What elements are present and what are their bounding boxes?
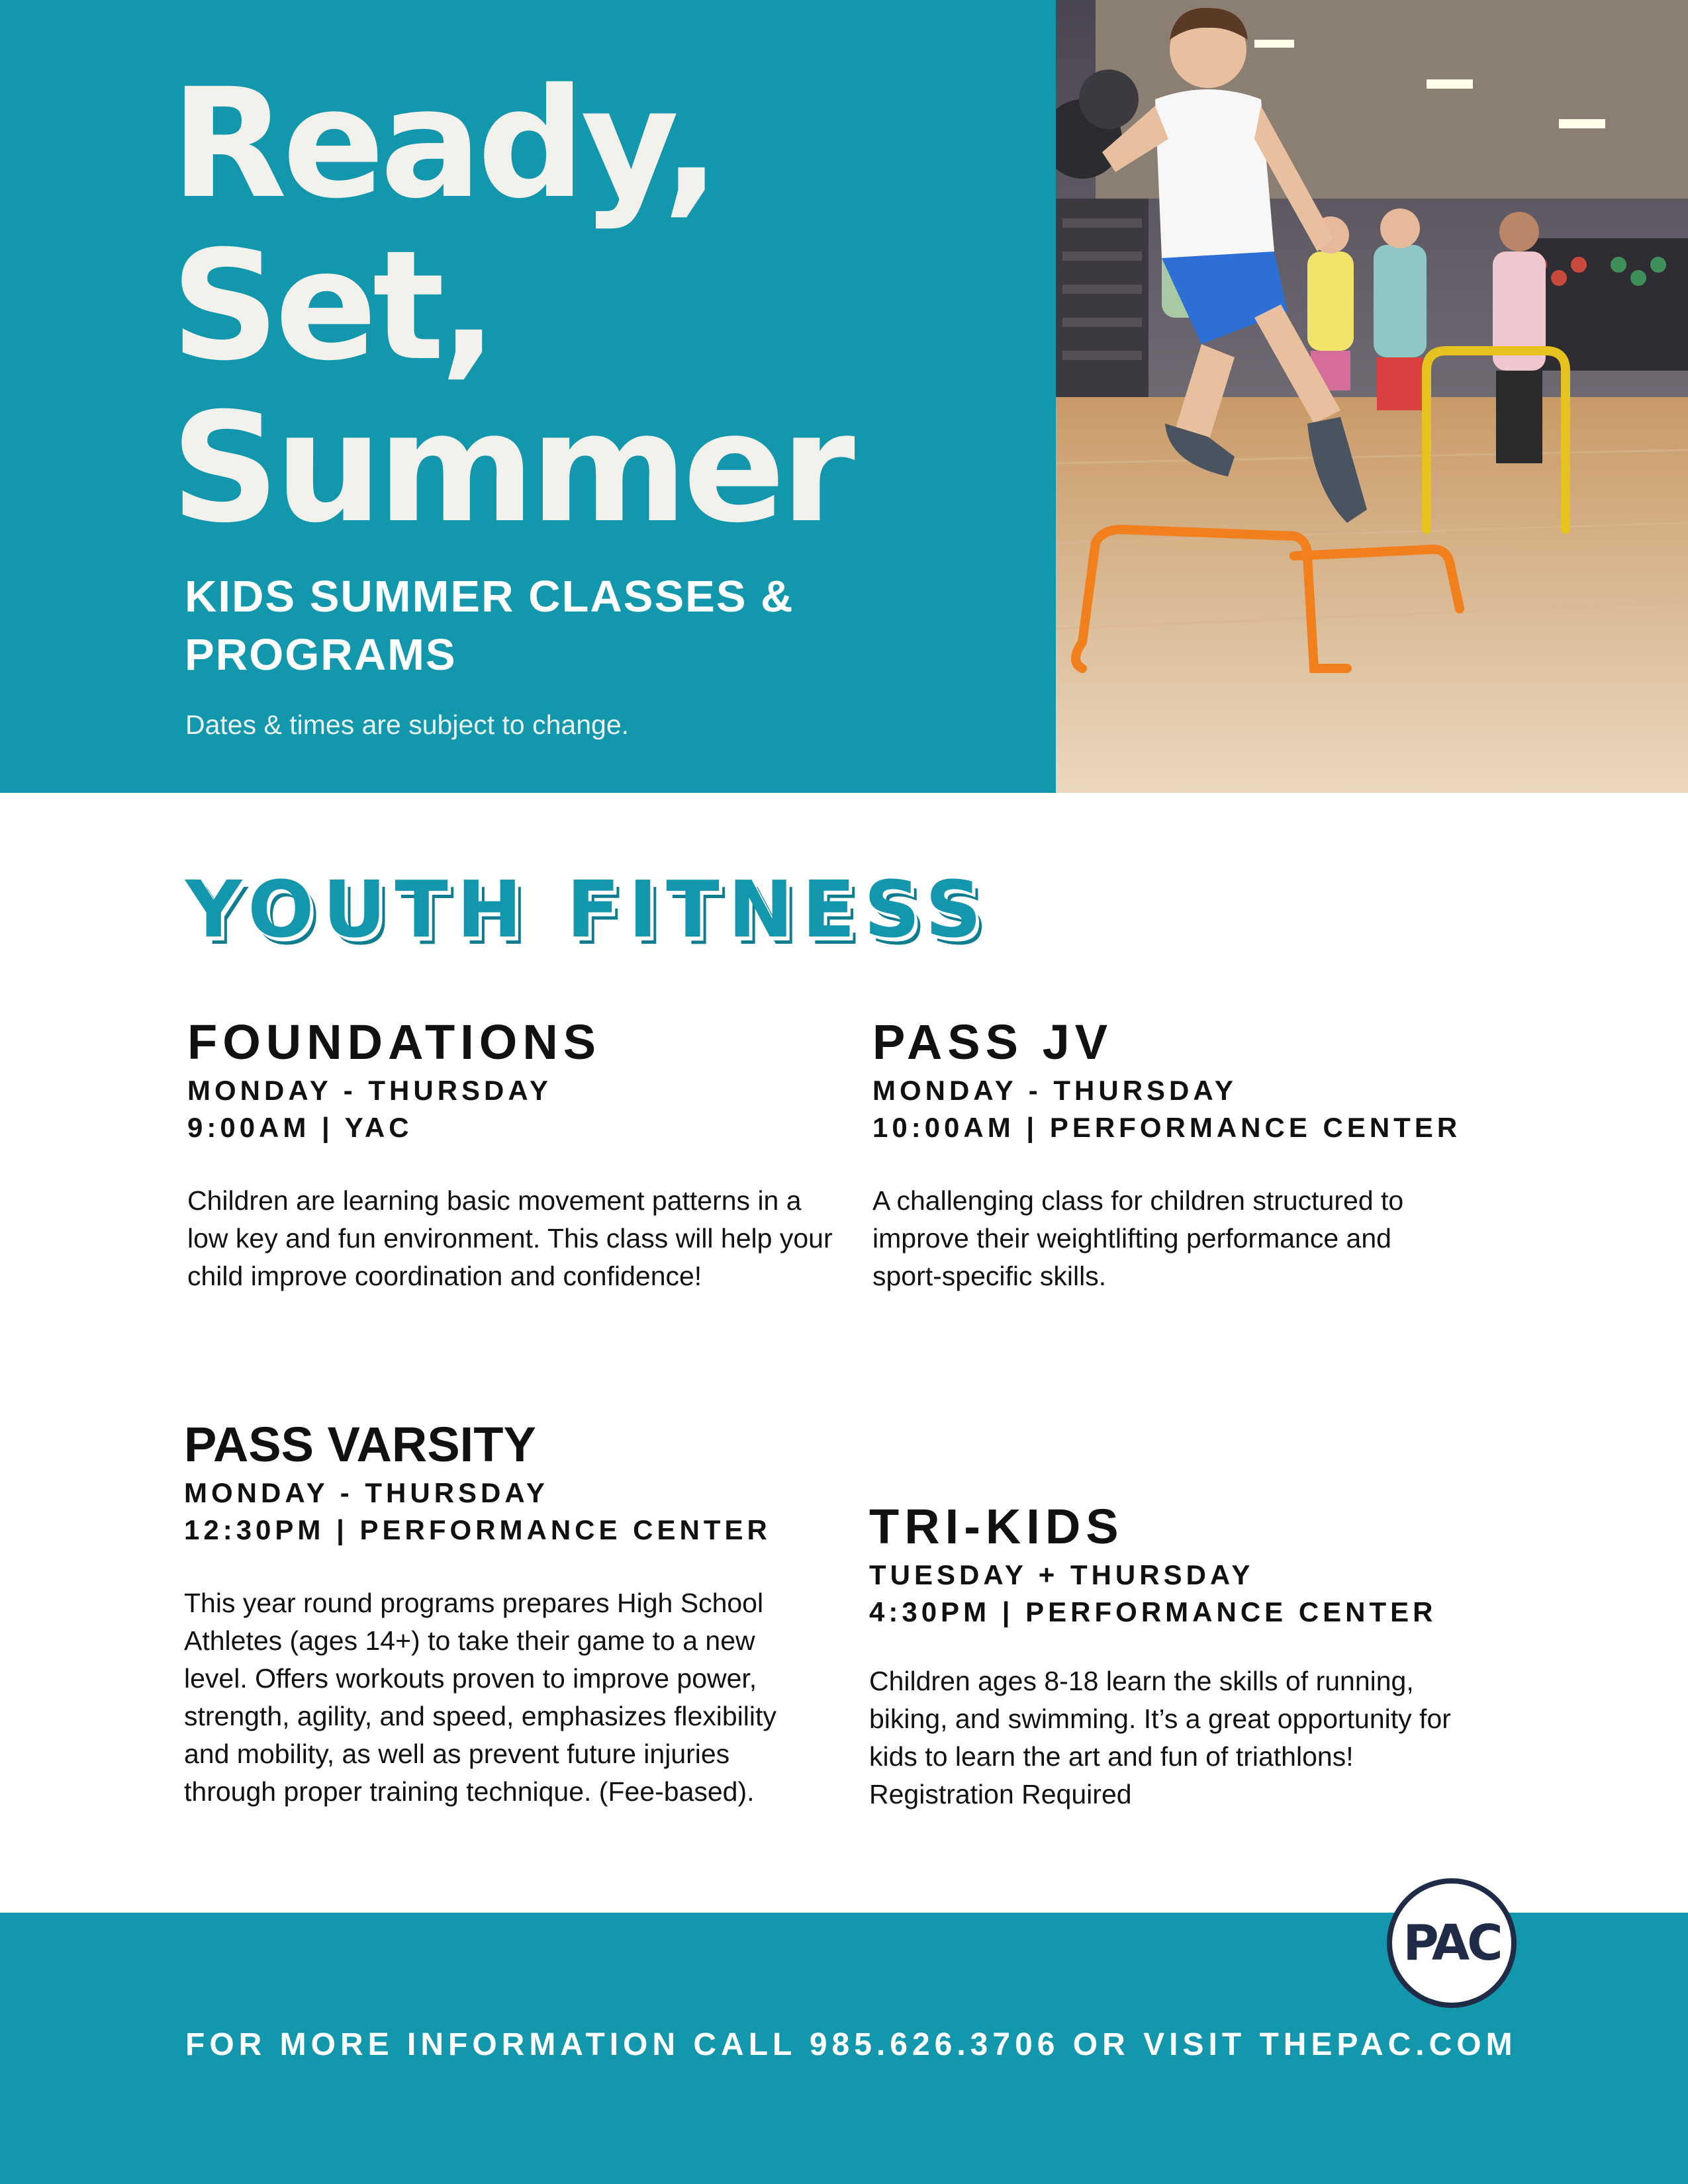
program-pass-jv [872, 1013, 1468, 1295]
section-title: YOUTH FITNESS [185, 864, 990, 955]
headline-line-1: Ready, [171, 56, 716, 232]
program-days: MONDAY - THURSDAY [872, 1075, 1237, 1106]
disclaimer: Dates & times are subject to change. [185, 709, 630, 740]
program-description: This year round programs prepares High School Athletes (ages 14+) to take their game to a new level. Offers workouts proven to improve power, strength, agility, and speed, emphasizes flexibility and mobility, as well as prevent future injuries through proper training technique. (Fee-based). [184, 1588, 776, 1807]
program-name: FOUNDATIONS [187, 1015, 602, 1069]
program-time-location: 12:30PM | PERFORMANCE CENTER [184, 1514, 771, 1545]
program-description: Children are learning basic movement patterns in a low key and fun environment. This class will help your child improve coordination and confidence! [187, 1185, 833, 1291]
hero-section [0, 0, 1688, 793]
footer-contact: FOR MORE INFORMATION CALL 985.626.3706 OR VISIT THEPAC.COM [185, 2027, 1517, 2062]
program-time-location: 10:00AM | PERFORMANCE CENTER [872, 1112, 1462, 1143]
program-name: PASS VARSITY [184, 1417, 536, 1472]
program-days: TUESDAY + THURSDAY [869, 1559, 1254, 1590]
program-days: MONDAY - THURSDAY [184, 1477, 549, 1508]
program-time-location: 9:00AM | YAC [187, 1112, 413, 1143]
program-foundations [187, 1013, 836, 1295]
program-description: Children ages 8-18 learn the skills of running, biking, and swimming. It’s a great opportunity for kids to learn the art and fun of triathlons! Registration Required [869, 1666, 1451, 1809]
pac-logo-text: PAC [1403, 1915, 1501, 1972]
program-tri-kids [869, 1497, 1491, 1813]
headline [171, 56, 851, 556]
subheading: KIDS SUMMER CLASSES & PROGRAMS [185, 572, 794, 680]
program-name: PASS JV [872, 1015, 1113, 1069]
program-pass-varsity [184, 1415, 806, 1811]
pac-logo [1387, 1878, 1517, 2008]
program-days: MONDAY - THURSDAY [187, 1075, 552, 1106]
kids-hurdles-photo [1056, 0, 1688, 793]
headline-line-3: Summer [171, 380, 851, 556]
hero-photo [1056, 0, 1688, 793]
program-time-location: 4:30PM | PERFORMANCE CENTER [869, 1596, 1437, 1627]
headline-line-2: Set, [171, 218, 493, 394]
hero-panel [0, 0, 1056, 793]
program-description: A challenging class for children structured to improve their weightlifting performance and sport-specific skills. [872, 1185, 1404, 1291]
program-name: TRI-KIDS [869, 1499, 1124, 1554]
